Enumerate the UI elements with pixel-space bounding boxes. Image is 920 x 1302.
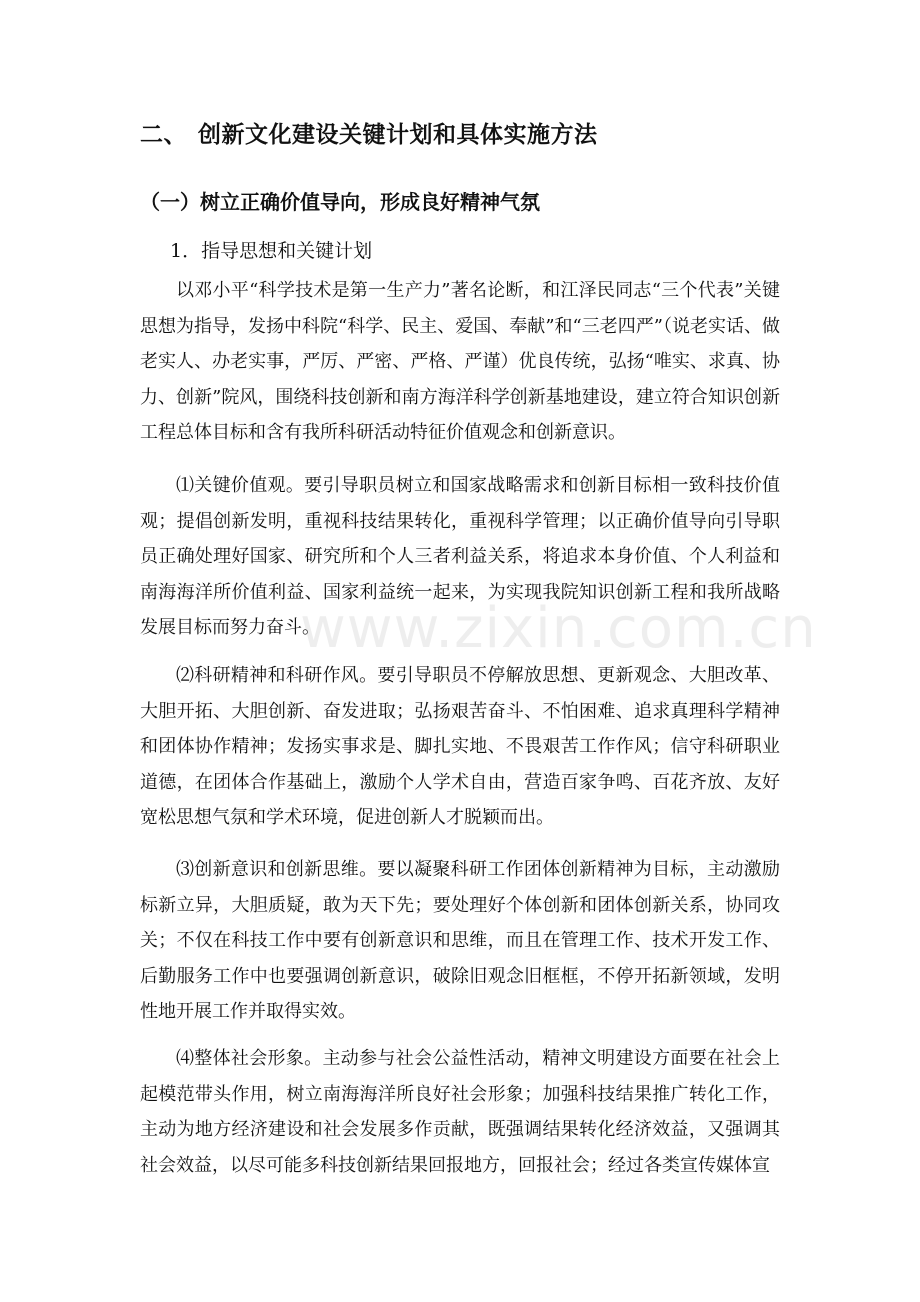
- paragraph-guiding-ideology: 以邓小平“科学技术是第一生产力”著名论断，和江泽民同志“三个代表”关键思想为指导，发扬中科院“科学、民主、爱国、奉献”和“三老四严”（说老实话、做老实人、办老实事，严厉、严密、严格、严谨）优良传统，弘扬“唯实、求真、协力、创新”院风，围绕科技创新和南方海洋科学创新基地建设，建立符合知识创新工程总体目标和含有我所科研活动特征价值观念和创新意识。: [140, 280, 780, 444]
- subsection-heading: （一）树立正确价值导向，形成良好精神气氛: [140, 190, 540, 214]
- paragraph-core-values: ⑴关键价值观。要引导职员树立和国家战略需求和创新目标相一致科技价值观；提倡创新发明，重视科技结果转化，重视科学管理；以正确价值导向引导职员正确处理好国家、研究所和个人三者利益关系，将追求本身价值、个人利益和南海海洋所价值利益、国家利益统一起来，为实现我院知识创新工程和我所战略发展目标而努力奋斗。: [140, 475, 780, 639]
- watermark: www.zixin.com.cn: [300, 596, 817, 661]
- item-heading: 1．指导思想和关键计划: [170, 240, 373, 262]
- section-title: 创新文化建设关键计划和具体实施方法: [198, 122, 598, 148]
- section-heading: [140, 118, 598, 152]
- paragraph-innovation-awareness: ⑶创新意识和创新思维。要以凝聚科研工作团体创新精神为目标，主动激励标新立异，大胆质疑，敢为天下先；要处理好个体创新和团体创新关系，协同攻关；不仅在科技工作中要有创新意识和思维，而且在管理工作、技术开发工作、后勤服务工作中也要强调创新意识，破除旧观念旧框框，不停开拓新领域，发明性地开展工作并取得实效。: [140, 859, 780, 1023]
- section-number: 二、: [140, 122, 187, 148]
- paragraph-research-spirit: ⑵科研精神和科研作风。要引导职员不停解放思想、更新观念、大胆改革、大胆开拓、大胆创新、奋发进取；弘扬艰苦奋斗、不怕困难、追求真理科学精神和团体协作精神；发扬实事求是、脚扎实地、不畏艰苦工作作风；信守科研职业道德，在团体合作基础上，激励个人学术自由，营造百家争鸣、百花齐放、友好宽松思想气氛和学术环境，促进创新人才脱颖而出。: [140, 665, 780, 829]
- paragraph-social-image: ⑷整体社会形象。主动参与社会公益性活动，精神文明建设方面要在社会上起模范带头作用，树立南海海洋所良好社会形象；加强科技结果推广转化工作，主动为地方经济建设和社会发展多作贡献，既强调结果转化经济效益，又强调其社会效益，以尽可能多科技创新结果回报地方，回报社会；经过各类宣传媒体宣: [140, 1048, 780, 1176]
